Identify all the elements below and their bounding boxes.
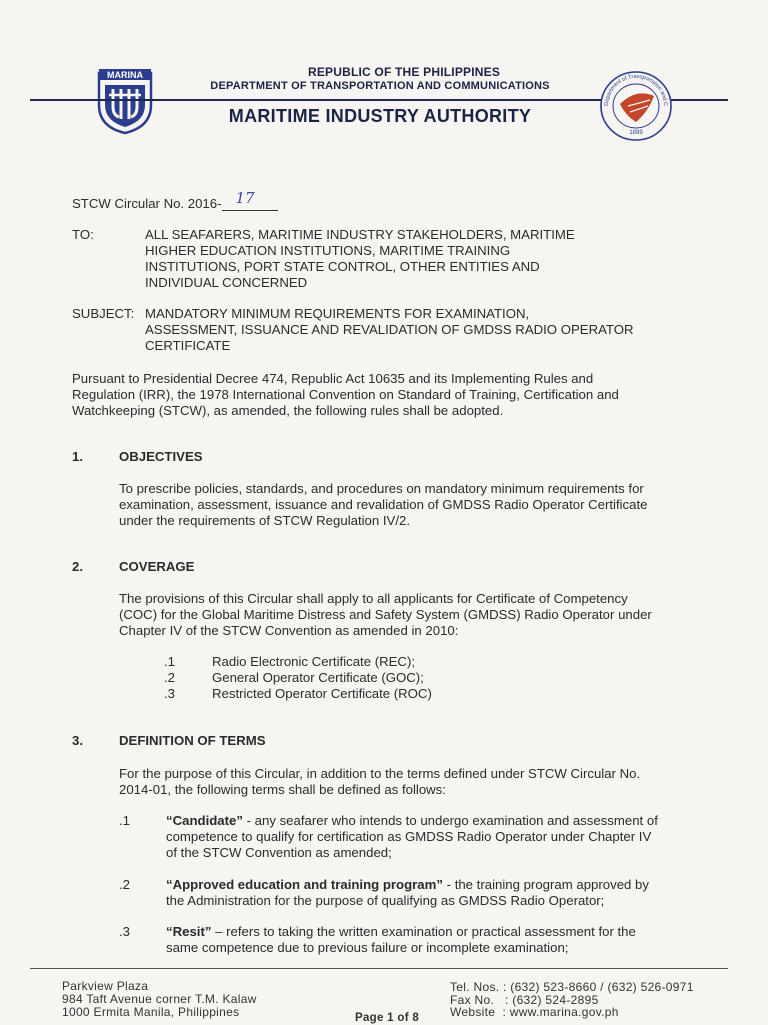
seal-year: 1899 xyxy=(629,130,643,136)
footer-contact-line: Fax No. : (632) 524-2895 xyxy=(450,993,599,1007)
objectives-line: examination, assessment, issuance and revalidation of GMDSS Radio Operator Certificate xyxy=(119,497,648,512)
page-number: Page 1 of 8 xyxy=(355,1012,420,1024)
definition-number: .1 xyxy=(119,813,130,828)
preamble-line: Pursuant to Presidential Decree 474, Republic Act 10635 and its Implementing Rules and xyxy=(72,371,594,386)
subject-line: ASSESSMENT, ISSUANCE AND REVALIDATION OF GMDSS RADIO OPERATOR xyxy=(145,322,634,337)
section-title-objectives: OBJECTIVES xyxy=(119,449,203,464)
coverage-item-text: Radio Electronic Certificate (REC); xyxy=(212,654,416,669)
section-title-coverage: COVERAGE xyxy=(119,559,195,574)
to-line: INDIVIDUAL CONCERNED xyxy=(145,275,308,290)
to-line: HIGHER EDUCATION INSTITUTIONS, MARITIME TRAINING xyxy=(145,243,511,258)
coverage-line: Chapter IV of the STCW Convention as amended in 2010: xyxy=(119,623,459,638)
to-label: TO: xyxy=(72,227,94,242)
circular-number xyxy=(72,189,278,212)
coverage-item-number: .1 xyxy=(164,654,175,669)
coverage-item-text: Restricted Operator Certificate (ROC) xyxy=(212,686,432,701)
definition-resit xyxy=(166,924,636,940)
marina-logo-text: MARINA xyxy=(107,70,143,80)
objectives-line: under the requirements of STCW Regulation IV/2. xyxy=(119,513,411,528)
definition-term: “Approved education and training program” xyxy=(166,877,443,892)
subject-line: MANDATORY MINIMUM REQUIREMENTS FOR EXAMINATION, xyxy=(145,306,530,321)
circular-handwritten-number: 17 xyxy=(235,189,255,207)
footer-contact-line: Tel. Nos. : (632) 523-8660 / (632) 526-0971 xyxy=(450,980,694,994)
republic-header: REPUBLIC OF THE PHILIPPINES xyxy=(307,65,501,79)
definition-term: “Candidate” xyxy=(166,813,243,828)
footer-rule xyxy=(30,968,728,969)
definition-term: “Resit” xyxy=(166,924,212,939)
agency-title: MARITIME INDUSTRY AUTHORITY xyxy=(228,106,532,126)
coverage-item-number: .2 xyxy=(164,670,175,685)
dotc-seal xyxy=(598,70,674,147)
footer-address-line: 984 Taft Avenue corner T.M. Kalaw xyxy=(62,992,257,1006)
footer-contact-line: Website : www.marina.gov.ph xyxy=(450,1005,619,1019)
section-title-definitions: DEFINITION OF TERMS xyxy=(119,733,266,748)
definition-number: .2 xyxy=(119,877,130,892)
preamble-line: Regulation (IRR), the 1978 International Convention on Standard of Training, Certification and xyxy=(72,387,619,402)
circular-prefix: STCW Circular No. 2016- xyxy=(72,196,222,211)
footer-address-line: Parkview Plaza xyxy=(62,979,149,993)
section-number: 3. xyxy=(72,733,83,748)
definition-text: - the training program approved by xyxy=(442,877,649,892)
coverage-line: (COC) for the Global Maritime Distress and Safety System (GMDSS) Radio Operator under xyxy=(119,607,652,622)
definition-line: of the STCW Convention as amended; xyxy=(166,845,392,860)
seal-ring-text: Department of Transportation and C xyxy=(603,73,669,107)
definition-line: competence to qualify for certification as GMDSS Radio Operator under Chapter IV xyxy=(166,829,652,844)
definitions-intro-line: For the purpose of this Circular, in addition to the terms defined under STCW Circular No. xyxy=(119,766,641,781)
definition-candidate xyxy=(166,813,658,829)
definitions-intro-line: 2014-01, the following terms shall be defined as follows: xyxy=(119,782,446,797)
objectives-line: To prescribe policies, standards, and procedures on mandatory minimum requirements for xyxy=(119,481,644,496)
section-number: 2. xyxy=(72,559,83,574)
coverage-item-text: General Operator Certificate (GOC); xyxy=(212,670,424,685)
definition-line: same competence due to previous failure or incomplete examination; xyxy=(166,940,569,955)
definition-text: – refers to taking the written examination or practical assessment for the xyxy=(211,924,636,939)
section-number: 1. xyxy=(72,449,83,464)
to-line: ALL SEAFARERS, MARITIME INDUSTRY STAKEHOLDERS, MARITIME xyxy=(145,227,575,242)
subject-label: SUBJECT: xyxy=(72,306,135,321)
definition-text: - any seafarer who intends to undergo examination and assessment of xyxy=(242,813,658,828)
subject-line: CERTIFICATE xyxy=(145,338,231,353)
definition-number: .3 xyxy=(119,924,130,939)
footer-address-line: 1000 Ermita Manila, Philippines xyxy=(62,1005,240,1019)
definition-line: the Administration for the purpose of qualifying as GMDSS Radio Operator; xyxy=(166,893,605,908)
definition-approved-program xyxy=(166,877,649,893)
to-line: INSTITUTIONS, PORT STATE CONTROL, OTHER ENTITIES AND xyxy=(145,259,540,274)
preamble-line: Watchkeeping (STCW), as amended, the following rules shall be adopted. xyxy=(72,403,504,418)
coverage-item-number: .3 xyxy=(164,686,175,701)
coverage-line: The provisions of this Circular shall apply to all applicants for Certificate of Competency xyxy=(119,591,628,606)
department-header: DEPARTMENT OF TRANSPORTATION AND COMMUNICATIONS xyxy=(210,80,550,92)
